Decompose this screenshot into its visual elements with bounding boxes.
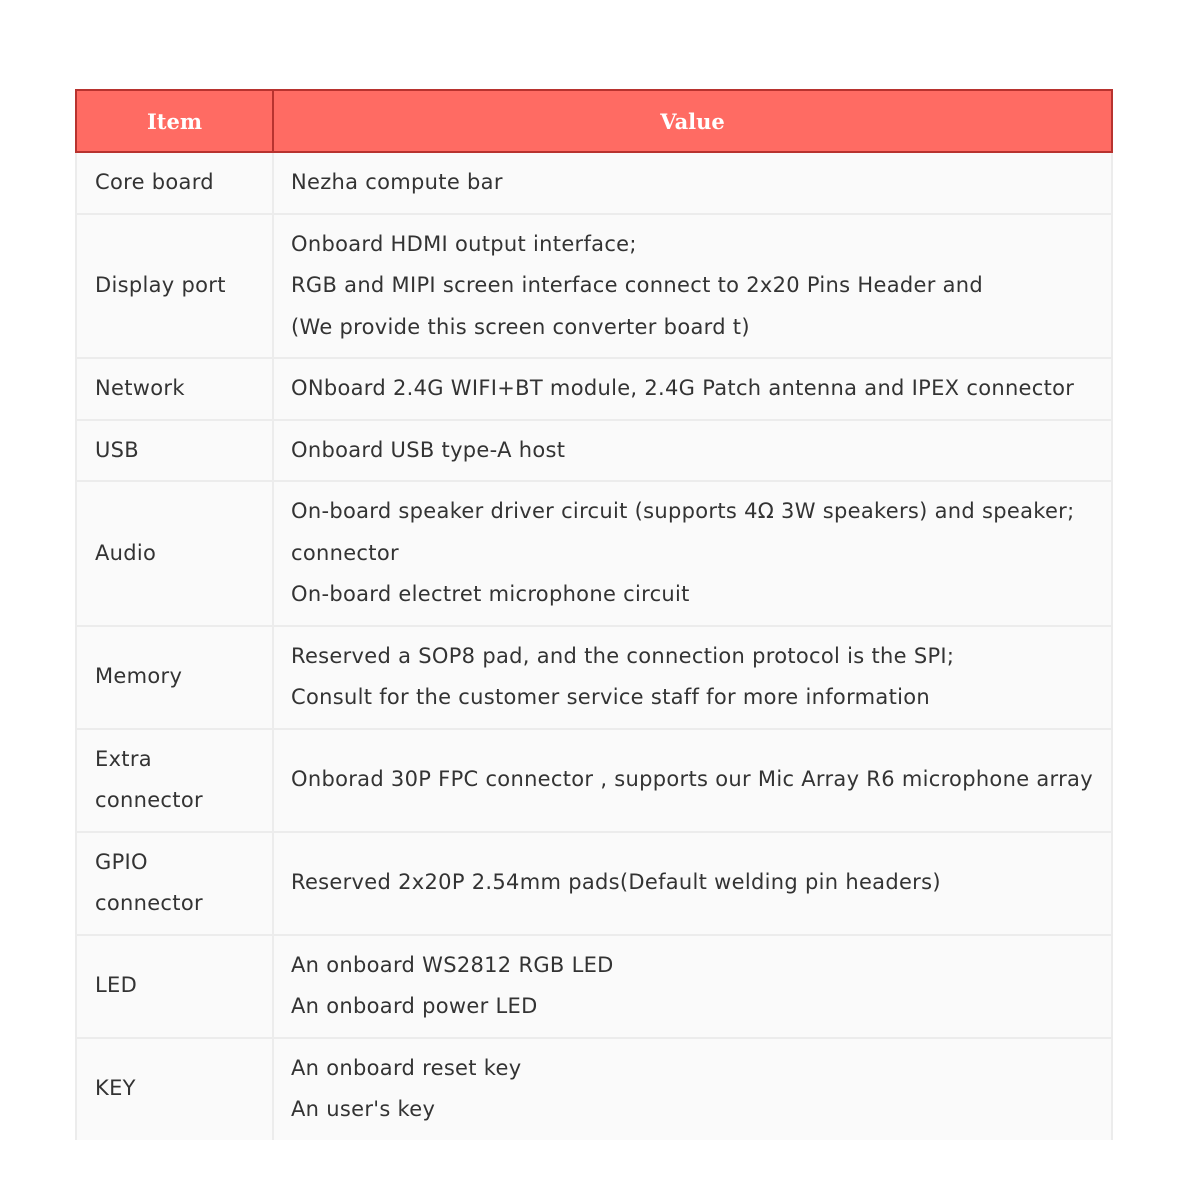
value-text: An onboard WS2812 RGB LED bbox=[291, 952, 614, 977]
row-value-cell bbox=[273, 1038, 1112, 1140]
row-value-cell bbox=[273, 935, 1112, 1038]
table-row bbox=[76, 626, 1112, 729]
value-text: connector bbox=[291, 540, 399, 565]
row-item-cell bbox=[76, 935, 273, 1038]
header-item: Item bbox=[76, 90, 273, 152]
table-header-row bbox=[76, 90, 1112, 152]
value-text: Onboard USB type-A host bbox=[291, 437, 566, 462]
value-text: On-board speaker driver circuit (supports 4Ω 3W speakers) and speaker; bbox=[291, 499, 1075, 523]
table-row bbox=[76, 935, 1112, 1038]
value-text: ONboard 2.4G WIFI+BT module, 2.4G Patch antenna and IPEX connector bbox=[291, 376, 1075, 400]
row-value-cell bbox=[273, 358, 1112, 420]
value-text: Reserved a SOP8 pad, and the connection protocol is the SPI; bbox=[291, 643, 955, 668]
value-text: Consult for the customer service staff for more information bbox=[291, 685, 930, 709]
item-label: Display port bbox=[95, 273, 226, 297]
row-item-cell bbox=[76, 214, 273, 359]
item-label: KEY bbox=[95, 1076, 136, 1101]
value-text: An onboard power LED bbox=[291, 994, 538, 1018]
header-value: Value bbox=[273, 90, 1112, 152]
row-item-cell bbox=[76, 358, 273, 420]
spec-table bbox=[75, 89, 1113, 1140]
row-item-cell bbox=[76, 832, 273, 935]
row-value-cell bbox=[273, 832, 1112, 935]
value-text: Nezha compute bar bbox=[291, 170, 503, 194]
spec-table-container bbox=[75, 89, 1111, 1140]
table-row bbox=[76, 214, 1112, 359]
value-text: (We provide this screen converter board t) bbox=[291, 314, 750, 339]
row-value-cell bbox=[273, 420, 1112, 482]
value-text: An onboard reset key bbox=[291, 1055, 522, 1080]
row-value-cell bbox=[273, 152, 1112, 214]
value-text: An user's key bbox=[291, 1097, 436, 1121]
table-body bbox=[76, 152, 1112, 1140]
row-value-cell bbox=[273, 214, 1112, 359]
value-text: Onboard HDMI output interface; bbox=[291, 231, 637, 256]
row-item-cell bbox=[76, 729, 273, 832]
table-row bbox=[76, 481, 1112, 626]
row-item-cell bbox=[76, 626, 273, 729]
row-item-cell bbox=[76, 481, 273, 626]
value-text: RGB and MIPI screen interface connect to 2x20 Pins Header and bbox=[291, 273, 984, 297]
item-label: connector bbox=[95, 788, 203, 812]
table-row bbox=[76, 358, 1112, 420]
row-value-cell bbox=[273, 481, 1112, 626]
item-label: Memory bbox=[95, 664, 183, 689]
item-label: connector bbox=[95, 891, 203, 915]
table-row bbox=[76, 832, 1112, 935]
value-text: Onborad 30P FPC connector , supports our Mic Array R6 microphone array bbox=[291, 767, 1093, 792]
item-label: LED bbox=[95, 973, 138, 998]
row-item-cell bbox=[76, 420, 273, 482]
row-item-cell bbox=[76, 1038, 273, 1140]
item-label: Extra bbox=[95, 746, 152, 771]
table-row bbox=[76, 152, 1112, 214]
item-label: Network bbox=[95, 376, 185, 400]
item-label: USB bbox=[95, 437, 140, 462]
item-label: Audio bbox=[95, 540, 157, 565]
table-row bbox=[76, 729, 1112, 832]
value-text: Reserved 2x20P 2.54mm pads(Default welding pin headers) bbox=[291, 870, 941, 895]
table-row bbox=[76, 420, 1112, 482]
row-value-cell bbox=[273, 626, 1112, 729]
item-label: Core board bbox=[95, 170, 214, 194]
row-item-cell bbox=[76, 152, 273, 214]
value-text: On-board electret microphone circuit bbox=[291, 582, 690, 606]
row-value-cell bbox=[273, 729, 1112, 832]
table-row bbox=[76, 1038, 1112, 1140]
item-label: GPIO bbox=[95, 849, 148, 874]
